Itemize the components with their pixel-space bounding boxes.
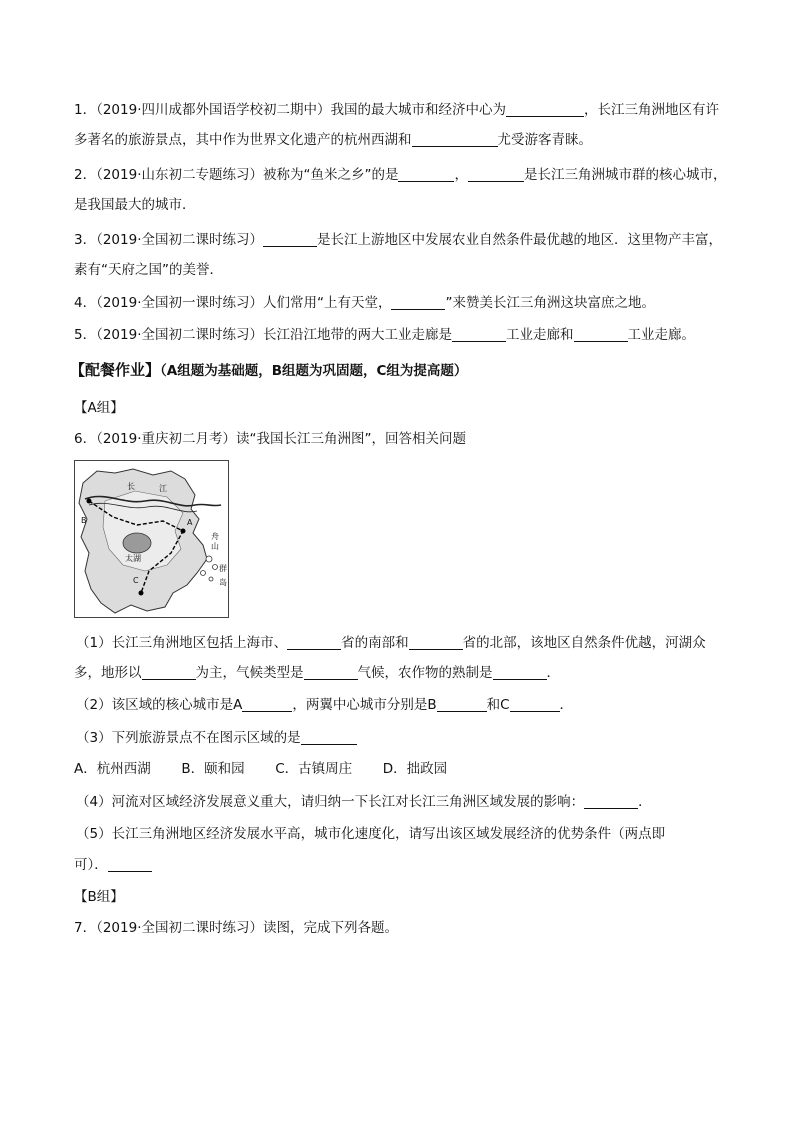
q6-p3-options — [74, 760, 447, 778]
option-d[interactable]: D．拙政园 — [382, 761, 448, 777]
q3-text-b: 是长江上游地区中发展农业自然条件最优越的地区．这里物产丰富， — [317, 232, 722, 248]
q6-p2-text-b: ，两翼中心城市分别是B — [292, 697, 437, 713]
q6-p1-text-b: 省的南部和 — [341, 635, 409, 651]
q6-p4-line — [76, 793, 652, 811]
group-a-label: 【A组】 — [74, 400, 124, 416]
q4-text-a: 4．（2019·全国初一课时练习）人们常用“上有天堂， — [74, 295, 392, 311]
q2-text-a: 2．（2019·山东初二专题练习）被称为“鱼米之乡”的是 — [74, 167, 399, 183]
map-label-qun: 群 — [219, 564, 227, 573]
q6-p1-blank-3[interactable] — [142, 666, 196, 680]
section-title: 【配餐作业】 — [70, 361, 161, 379]
q4-text-b: ”来赞美长江三角洲这块富庶之地。 — [445, 295, 655, 311]
q3-line1 — [74, 231, 722, 249]
section-note: （A组题为基础题，B组题为巩固题，C组为提高题） — [160, 363, 468, 379]
q6-p2-blank-1[interactable] — [242, 698, 292, 712]
option-b[interactable]: B．颐和园 — [181, 761, 245, 777]
island-4 — [209, 577, 213, 581]
island-2 — [213, 565, 218, 570]
map-label-c: C — [133, 576, 139, 585]
map-label-zhou: 舟 — [211, 532, 219, 541]
q6-p1-blank-2[interactable] — [409, 636, 463, 650]
q1-blank-1[interactable] — [506, 103, 584, 117]
q6-p5-blank[interactable] — [108, 858, 152, 872]
q6-p4-text-b: ． — [638, 794, 652, 810]
q6-p5-text: 可）． — [74, 857, 108, 873]
q6-p1-text-d: 多，地形以 — [74, 665, 142, 681]
q1-text-a: 1．（2019·四川成都外国语学校初二期中）我国的最大城市和经济中心为 — [74, 102, 506, 118]
q1-line1 — [74, 101, 719, 119]
q6-stem: 6．（2019·重庆初二月考）读“我国长江三角洲图”，回答相关问题 — [74, 431, 466, 447]
q1-text-b: ，长江三角洲地区有许 — [584, 102, 719, 118]
q6-p5-line1: （5）长江三角洲地区经济发展水平高，城市化速度化，请写出该区域发展经济的优势条件（两点即 — [76, 826, 666, 842]
q6-p2-text-d: ． — [559, 697, 574, 713]
city-c-dot — [139, 591, 144, 596]
option-a[interactable]: A．杭州西湖 — [74, 761, 151, 777]
map-label-jiang: 江 — [159, 484, 167, 493]
city-b-dot — [87, 499, 92, 504]
q6-p4-blank[interactable] — [584, 795, 638, 809]
q6-p3-line — [76, 729, 357, 747]
q5-blank-1[interactable] — [452, 328, 506, 342]
q6-p1-line2 — [74, 664, 560, 682]
q6-p3-text: （3）下列旅游景点不在图示区域的是 — [76, 730, 301, 746]
option-c[interactable]: C．古镇周庄 — [275, 761, 353, 777]
q1-text-d: 尤受游客青睐。 — [497, 132, 592, 148]
q6-p1-blank-4[interactable] — [304, 666, 358, 680]
q3-text-a: 3．（2019·全国初二课时练习） — [74, 232, 263, 248]
q6-p5-line2 — [74, 856, 152, 874]
q6-p2-text-a: （2）该区域的核心城市是A — [76, 697, 243, 713]
q6-p2-blank-2[interactable] — [437, 698, 487, 712]
map-drawing — [75, 461, 228, 617]
q6-p1-blank-5[interactable] — [493, 666, 547, 680]
group-b-label: 【B组】 — [74, 889, 124, 905]
q2-text-b: ， — [454, 167, 468, 183]
q1-line2 — [74, 131, 592, 149]
island-1 — [206, 556, 212, 562]
q7-stem: 7．（2019·全国初二课时练习）读图，完成下列各题。 — [74, 920, 398, 936]
q4-blank-1[interactable] — [391, 296, 445, 310]
map-label-dao: 岛 — [219, 578, 227, 587]
city-a-dot — [181, 529, 186, 534]
q6-p1-text-g: ． — [546, 665, 560, 681]
island-3 — [201, 571, 206, 576]
q1-text-c: 多著名的旅游景点，其中作为世界文化遗产的杭州西湖和 — [74, 132, 412, 148]
q6-p1-text-e: 为主，气候类型是 — [195, 665, 304, 681]
q6-p2-text-c: 和C — [486, 697, 510, 713]
section-heading — [70, 361, 467, 380]
q2-line1 — [74, 166, 726, 184]
q2-blank-2[interactable] — [468, 168, 524, 182]
q4-line — [74, 294, 655, 312]
q6-p4-text-a: （4）河流对区域经济发展意义重大，请归纳一下长江对长江三角洲区域发展的影响： — [76, 794, 585, 810]
q6-p3-blank[interactable] — [301, 731, 357, 745]
q5-text-b: 工业走廊和 — [506, 327, 574, 343]
yangtze-delta-map — [74, 460, 229, 618]
q1-blank-2[interactable] — [412, 133, 498, 147]
q6-p1-text-f: 气候，农作物的熟制是 — [357, 665, 493, 681]
q5-line — [74, 326, 695, 344]
q6-p1-text-a: （1）长江三角洲地区包括上海市、 — [76, 635, 288, 651]
map-label-taihu: 太湖 — [125, 554, 141, 563]
map-label-a: A — [187, 518, 193, 527]
q6-p1-line1 — [76, 634, 706, 652]
q6-p2-line — [76, 696, 573, 714]
q2-text-c: 是长江三角洲城市群的核心城市， — [523, 167, 727, 183]
q3-blank-1[interactable] — [263, 233, 317, 247]
q3-line2: 素有“天府之国”的美誉． — [74, 262, 223, 278]
map-label-shan: 山 — [211, 542, 219, 551]
q5-text-c: 工业走廊。 — [627, 327, 695, 343]
q2-line2: 是我国最大的城市． — [74, 197, 196, 213]
q6-p2-blank-3[interactable] — [510, 698, 560, 712]
q6-p1-text-c: 省的北部，该地区自然条件优越，河湖众 — [462, 635, 706, 651]
map-label-chang: 长 — [127, 482, 135, 491]
map-label-b: B — [81, 516, 87, 525]
q5-blank-2[interactable] — [574, 328, 628, 342]
q2-blank-1[interactable] — [398, 168, 454, 182]
taihu-lake — [123, 533, 151, 553]
q6-p1-blank-1[interactable] — [287, 636, 341, 650]
q5-text-a: 5．（2019·全国初二课时练习）长江沿江地带的两大工业走廊是 — [74, 327, 452, 343]
